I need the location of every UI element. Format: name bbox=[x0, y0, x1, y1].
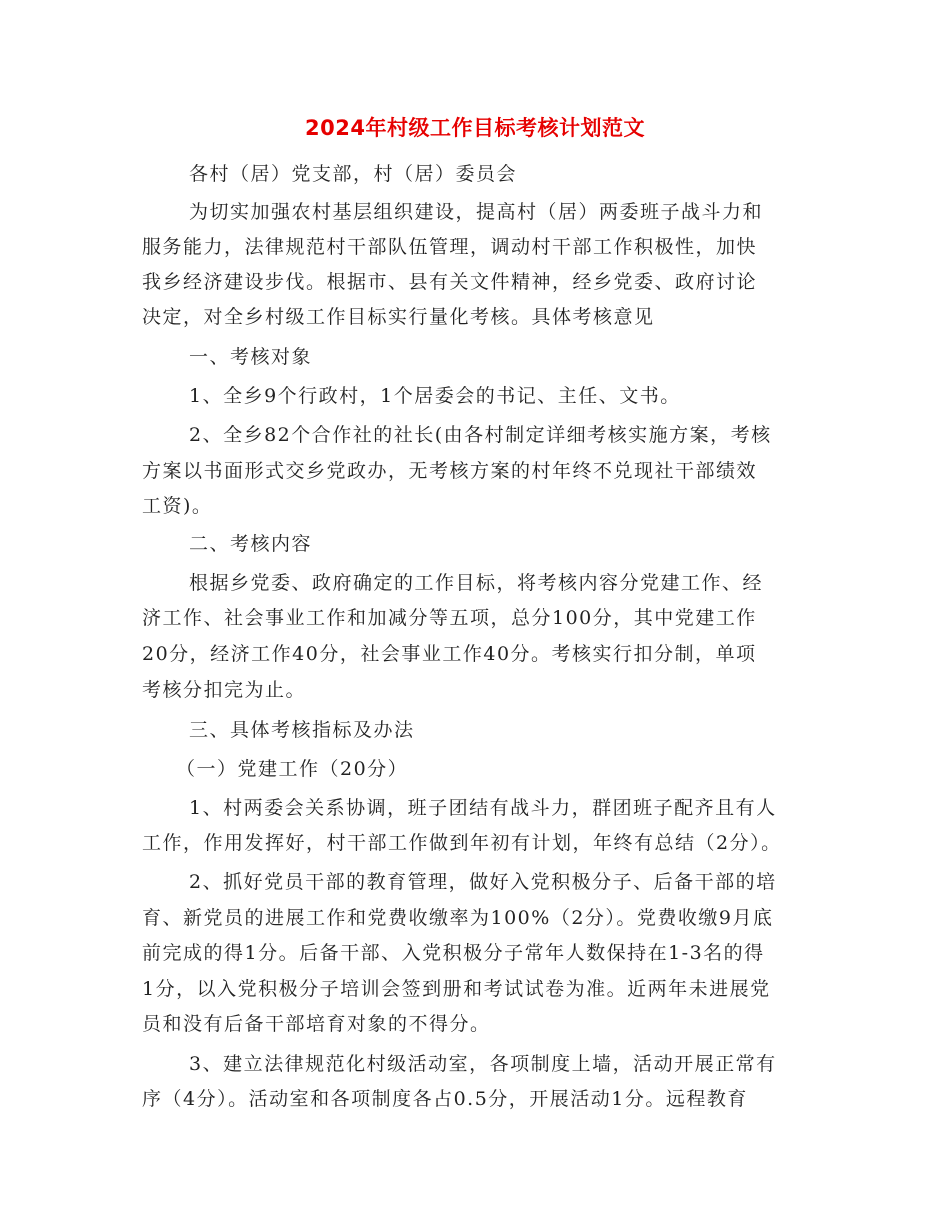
body-line: 工作，作用发挥好，村干部工作做到年初有计划，年终有总结（2分）。 bbox=[142, 832, 782, 854]
body-line: 济工作、社会事业工作和加减分等五项，总分100分，其中党建工作 bbox=[142, 607, 757, 629]
section-heading: 一、考核对象 bbox=[189, 346, 313, 368]
subsection-heading: （一）党建工作（20分） bbox=[176, 758, 409, 780]
body-line: 序（4分）。活动室和各项制度各占0.5分，开展活动1分。远程教育 bbox=[142, 1088, 748, 1110]
body-line: 前完成的得1分。后备干部、入党积极分子常年人数保持在1-3名的得 bbox=[142, 942, 765, 964]
body-line: 2、全乡82个合作社的社长(由各村制定详细考核实施方案，考核 bbox=[189, 424, 772, 446]
body-line: 1、全乡9个行政村，1个居委会的书记、主任、文书。 bbox=[189, 385, 681, 407]
body-line: 2、抓好党员干部的教育管理，做好入党积极分子、后备干部的培 bbox=[189, 871, 777, 893]
salutation-line: 各村（居）党支部，村（居）委员会 bbox=[189, 163, 518, 185]
section-heading: 三、具体考核指标及办法 bbox=[189, 719, 415, 741]
body-line: 考核分扣完为止。 bbox=[142, 679, 307, 701]
body-line: 1、村两委会关系协调，班子团结有战斗力，群团班子配齐且有人 bbox=[189, 797, 777, 819]
section-heading: 二、考核内容 bbox=[189, 533, 313, 555]
body-line: 服务能力，法律规范村干部队伍管理，调动村干部工作积极性，加快 bbox=[142, 236, 758, 258]
body-line: 根据乡党委、政府确定的工作目标，将考核内容分党建工作、经 bbox=[189, 572, 764, 594]
body-line: 1分，以入党积极分子培训会签到册和考试试卷为准。近两年未进展党 bbox=[142, 978, 771, 1000]
body-line: 员和没有后备干部培育对象的不得分。 bbox=[142, 1013, 491, 1035]
body-line: 育、新党员的进展工作和党费收缴率为100%（2分）。党费收缴9月底 bbox=[142, 907, 774, 929]
body-line: 工资)。 bbox=[142, 495, 213, 517]
body-line: 3、建立法律规范化村级活动室，各项制度上墙，活动开展正常有 bbox=[189, 1053, 777, 1075]
document-title: 2024年村级工作目标考核计划范文 bbox=[305, 116, 645, 140]
body-line: 20分，经济工作40分，社会事业工作40分。考核实行扣分制，单项 bbox=[142, 643, 757, 665]
body-line: 我乡经济建设步伐。根据市、县有关文件精神，经乡党委、政府讨论 bbox=[142, 271, 758, 293]
body-line: 决定，对全乡村级工作目标实行量化考核。具体考核意见 bbox=[142, 306, 655, 328]
body-line: 为切实加强农村基层组织建设，提高村（居）两委班子战斗力和 bbox=[189, 201, 764, 223]
body-line: 方案以书面形式交乡党政办，无考核方案的村年终不兑现社干部绩效 bbox=[142, 460, 758, 482]
